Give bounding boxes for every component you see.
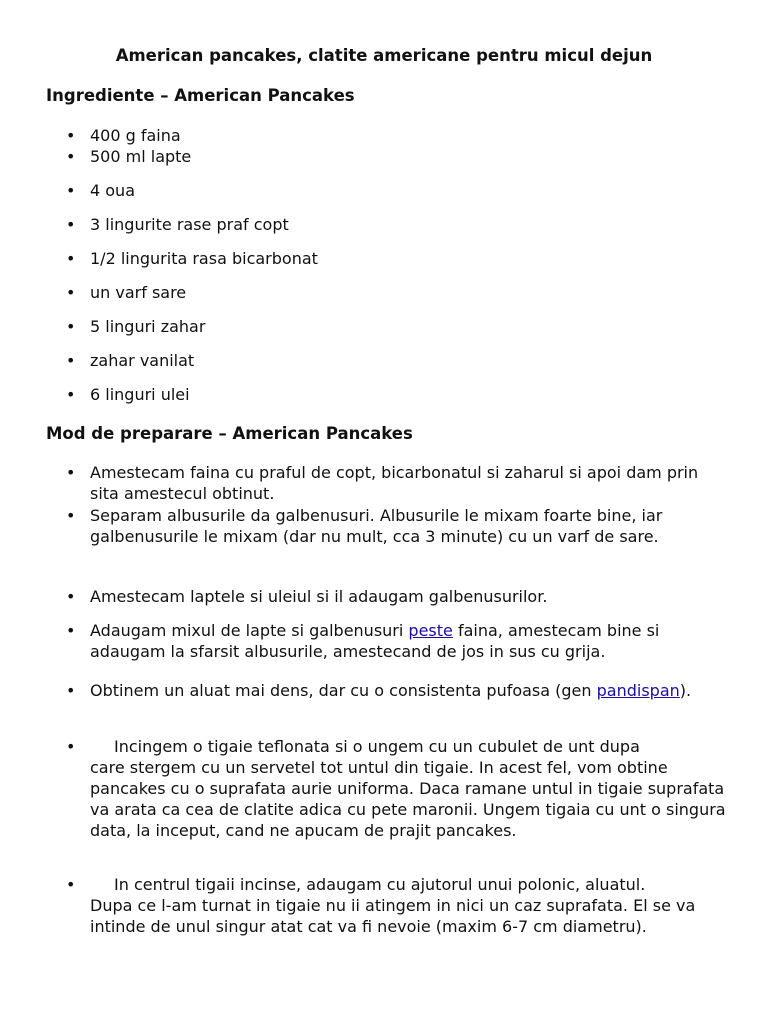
ingredient-item: • 3 lingurite rase praf copt [90,214,730,235]
step-text: ). [679,681,692,700]
step-text: Obtinem un aluat mai dens, dar cu o consistenta pufoasa (gen [90,681,597,700]
step-text: care stergem cu un servetel tot untul din tigaie. In acest fel, vom obtine pancakes cu o suprafata aurie uniforma. Daca ramane untul in tigaie suprafata va arata ca cea de clatite adica cu pete maronii. Ungem tigaia cu unt o singura data, la inceput, cand ne apucam de prajit pancakes. [90,758,726,840]
ingredient-item: • 5 linguri zahar [90,316,730,337]
ingredient-item: • 1/2 lingurita rasa bicarbonat [90,248,730,269]
pandispan-link[interactable]: pandispan [596,681,680,700]
page-title: American pancakes, clatite americane pentru micul dejun [115,46,653,65]
preparation-heading: Mod de preparare – American Pancakes [46,424,413,443]
ingredient-item: • 400 g faina [90,125,730,146]
ingredient-item: • 4 oua [90,180,730,201]
step-text: Dupa ce l-am turnat in tigaie nu ii atingem in nici un caz suprafata. El se va intinde de unul singur atat cat va fi nevoie (maxim 6-7 cm diametru). [90,896,696,936]
ingredients-heading: Ingrediente – American Pancakes [46,86,355,105]
ingredient-item: • un varf sare [90,282,730,303]
step-text: Adaugam mixul de lapte si galbenusuri [90,621,409,640]
step-text: • In centrul tigaii incinse, adaugam cu ajutorul unui polonic, aluatul. [114,875,646,894]
ingredient-item: • 6 linguri ulei [90,384,730,405]
preparation-step [90,736,730,841]
preparation-step [90,680,730,701]
ingredient-item: • 500 ml lapte [90,146,730,167]
ingredient-item: • zahar vanilat [90,350,730,371]
preparation-step: • Amestecam laptele si uleiul si il adaugam galbenusurilor. [90,586,730,607]
step-text: • Incingem o tigaie teflonata si o ungem cu un cubulet de unt dupa [114,737,640,756]
peste-link[interactable]: peste [408,621,453,640]
step-text: faina, amestecam bine si adaugam la sfarsit albusurile, amestecand de jos in sus cu grija. [90,621,660,661]
preparation-step: • Amestecam faina cu praful de copt, bicarbonatul si zaharul si apoi dam prin sita amestecul obtinut. [90,462,730,504]
preparation-step [90,874,730,937]
preparation-step: • Separam albusurile da galbenusuri. Albusurile le mixam foarte bine, iar galbenusurile le mixam (dar nu mult, cca 3 minute) cu un varf de sare. [90,505,730,547]
preparation-step [90,620,730,662]
